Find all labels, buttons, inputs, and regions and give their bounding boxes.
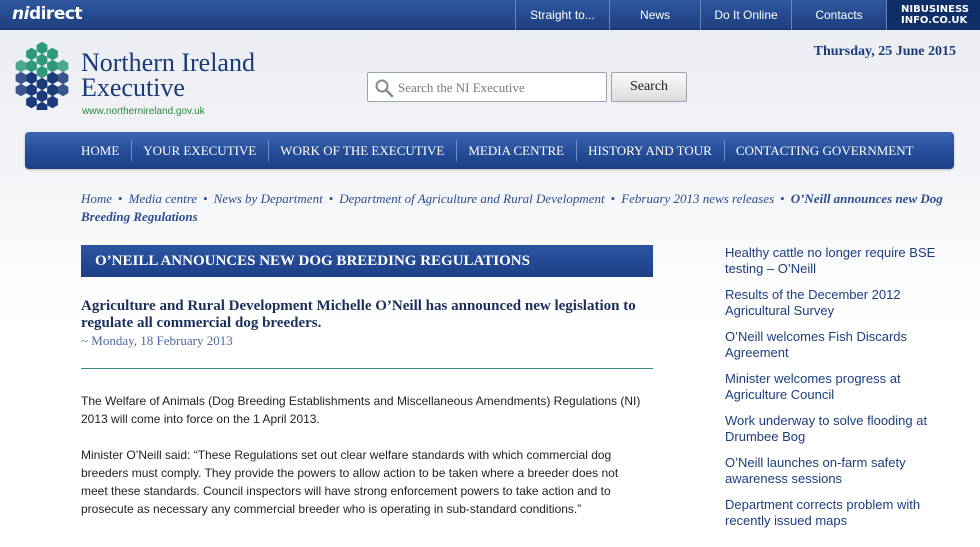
related-news-link[interactable]: Healthy cattle no longer require BSE testing – O’Neill [725, 245, 936, 276]
site-url[interactable]: www.northernireland.gov.uk [82, 106, 205, 117]
top-bar [0, 0, 980, 30]
top-nav-news[interactable]: News [609, 0, 700, 30]
top-nav [515, 0, 886, 30]
breadcrumb-current: O’Neill announces new Dog Breeding Regulations [81, 191, 943, 224]
breadcrumb-media-centre[interactable]: Media centre [128, 191, 198, 206]
site-title[interactable]: Northern Ireland Executive [81, 48, 255, 102]
related-news-link[interactable]: Results of the December 2012 Agricultural Survey [725, 287, 901, 318]
search-input[interactable] [398, 78, 598, 98]
related-news-link[interactable]: Department corrects problem with recently issued maps [725, 497, 921, 528]
breadcrumb-department[interactable]: Department of Agriculture and Rural Development [339, 191, 605, 206]
breadcrumb-home[interactable]: Home [81, 191, 113, 206]
related-news-list [725, 245, 965, 539]
main-nav [25, 132, 954, 169]
nav-contacting-government[interactable]: CONTACTING GOVERNMENT [724, 132, 926, 169]
breadcrumb: Home • Media centre • News by Department • Department of Agriculture and Rural Development • February 2013 news releases • O’Neill announces new Dog Breeding Regulations [81, 191, 943, 224]
breadcrumb-news-by-department[interactable]: News by Department [213, 191, 323, 206]
hexagon-logo-icon [11, 42, 71, 110]
divider [81, 368, 653, 369]
current-date: Thursday, 25 June 2015 [813, 44, 956, 59]
breadcrumb-february-2013[interactable]: February 2013 news releases [621, 191, 775, 206]
nav-history-and-tour[interactable]: HISTORY AND TOUR [576, 132, 724, 169]
nav-your-executive[interactable]: YOUR EXECUTIVE [131, 132, 268, 169]
magnifier-icon [374, 78, 394, 98]
related-news-link[interactable]: Work underway to solve flooding at Drumbee Bog [725, 413, 928, 444]
top-nav-contacts[interactable]: Contacts [791, 0, 886, 30]
nav-media-centre[interactable]: MEDIA CENTRE [456, 132, 576, 169]
article-date: ~ Monday, 18 February 2013 [81, 333, 233, 348]
related-news-link[interactable]: Minister welcomes progress at Agriculture Council [725, 371, 901, 402]
top-nav-straight-to[interactable]: Straight to... [515, 0, 609, 30]
nav-home[interactable]: HOME [81, 143, 120, 158]
article-headline: O’NEILL ANNOUNCES NEW DOG BREEDING REGULATIONS [81, 245, 653, 277]
nidirect-logo[interactable]: nidirect [12, 4, 83, 24]
article-paragraph: Minister O’Neill said: “These Regulations set out clear welfare standards with which commercial dog breeders must comply. They provide the powers to allow action to be taken where a breeder does not meet these standards. Council inspectors will have strong enforcement powers to take action and to prosecute as necessary any commercial breeder who is operating in sub-standard conditions.” [81, 448, 619, 516]
nibusiness-link[interactable]: NIBUSINESS INFO.CO.UK [886, 0, 980, 30]
article-lead: Agriculture and Rural Development Michelle O’Neill has announced new legislation to regulate all commercial dog breeders. [81, 298, 636, 331]
article-body [81, 392, 641, 518]
nav-work-of-the-executive[interactable]: WORK OF THE EXECUTIVE [268, 132, 456, 169]
search-box [367, 72, 607, 102]
article-paragraph: The Welfare of Animals (Dog Breeding Establishments and Miscellaneous Amendments) Regulations (NI) 2013 will come into force on the 1 April 2013. [81, 394, 641, 426]
top-nav-do-it-online[interactable]: Do It Online [700, 0, 791, 30]
related-news-link[interactable]: O’Neill welcomes Fish Discards Agreement [725, 329, 908, 360]
search-button[interactable]: Search [611, 72, 687, 102]
related-news-link[interactable]: O’Neill launches on-farm safety awareness sessions [725, 455, 906, 486]
